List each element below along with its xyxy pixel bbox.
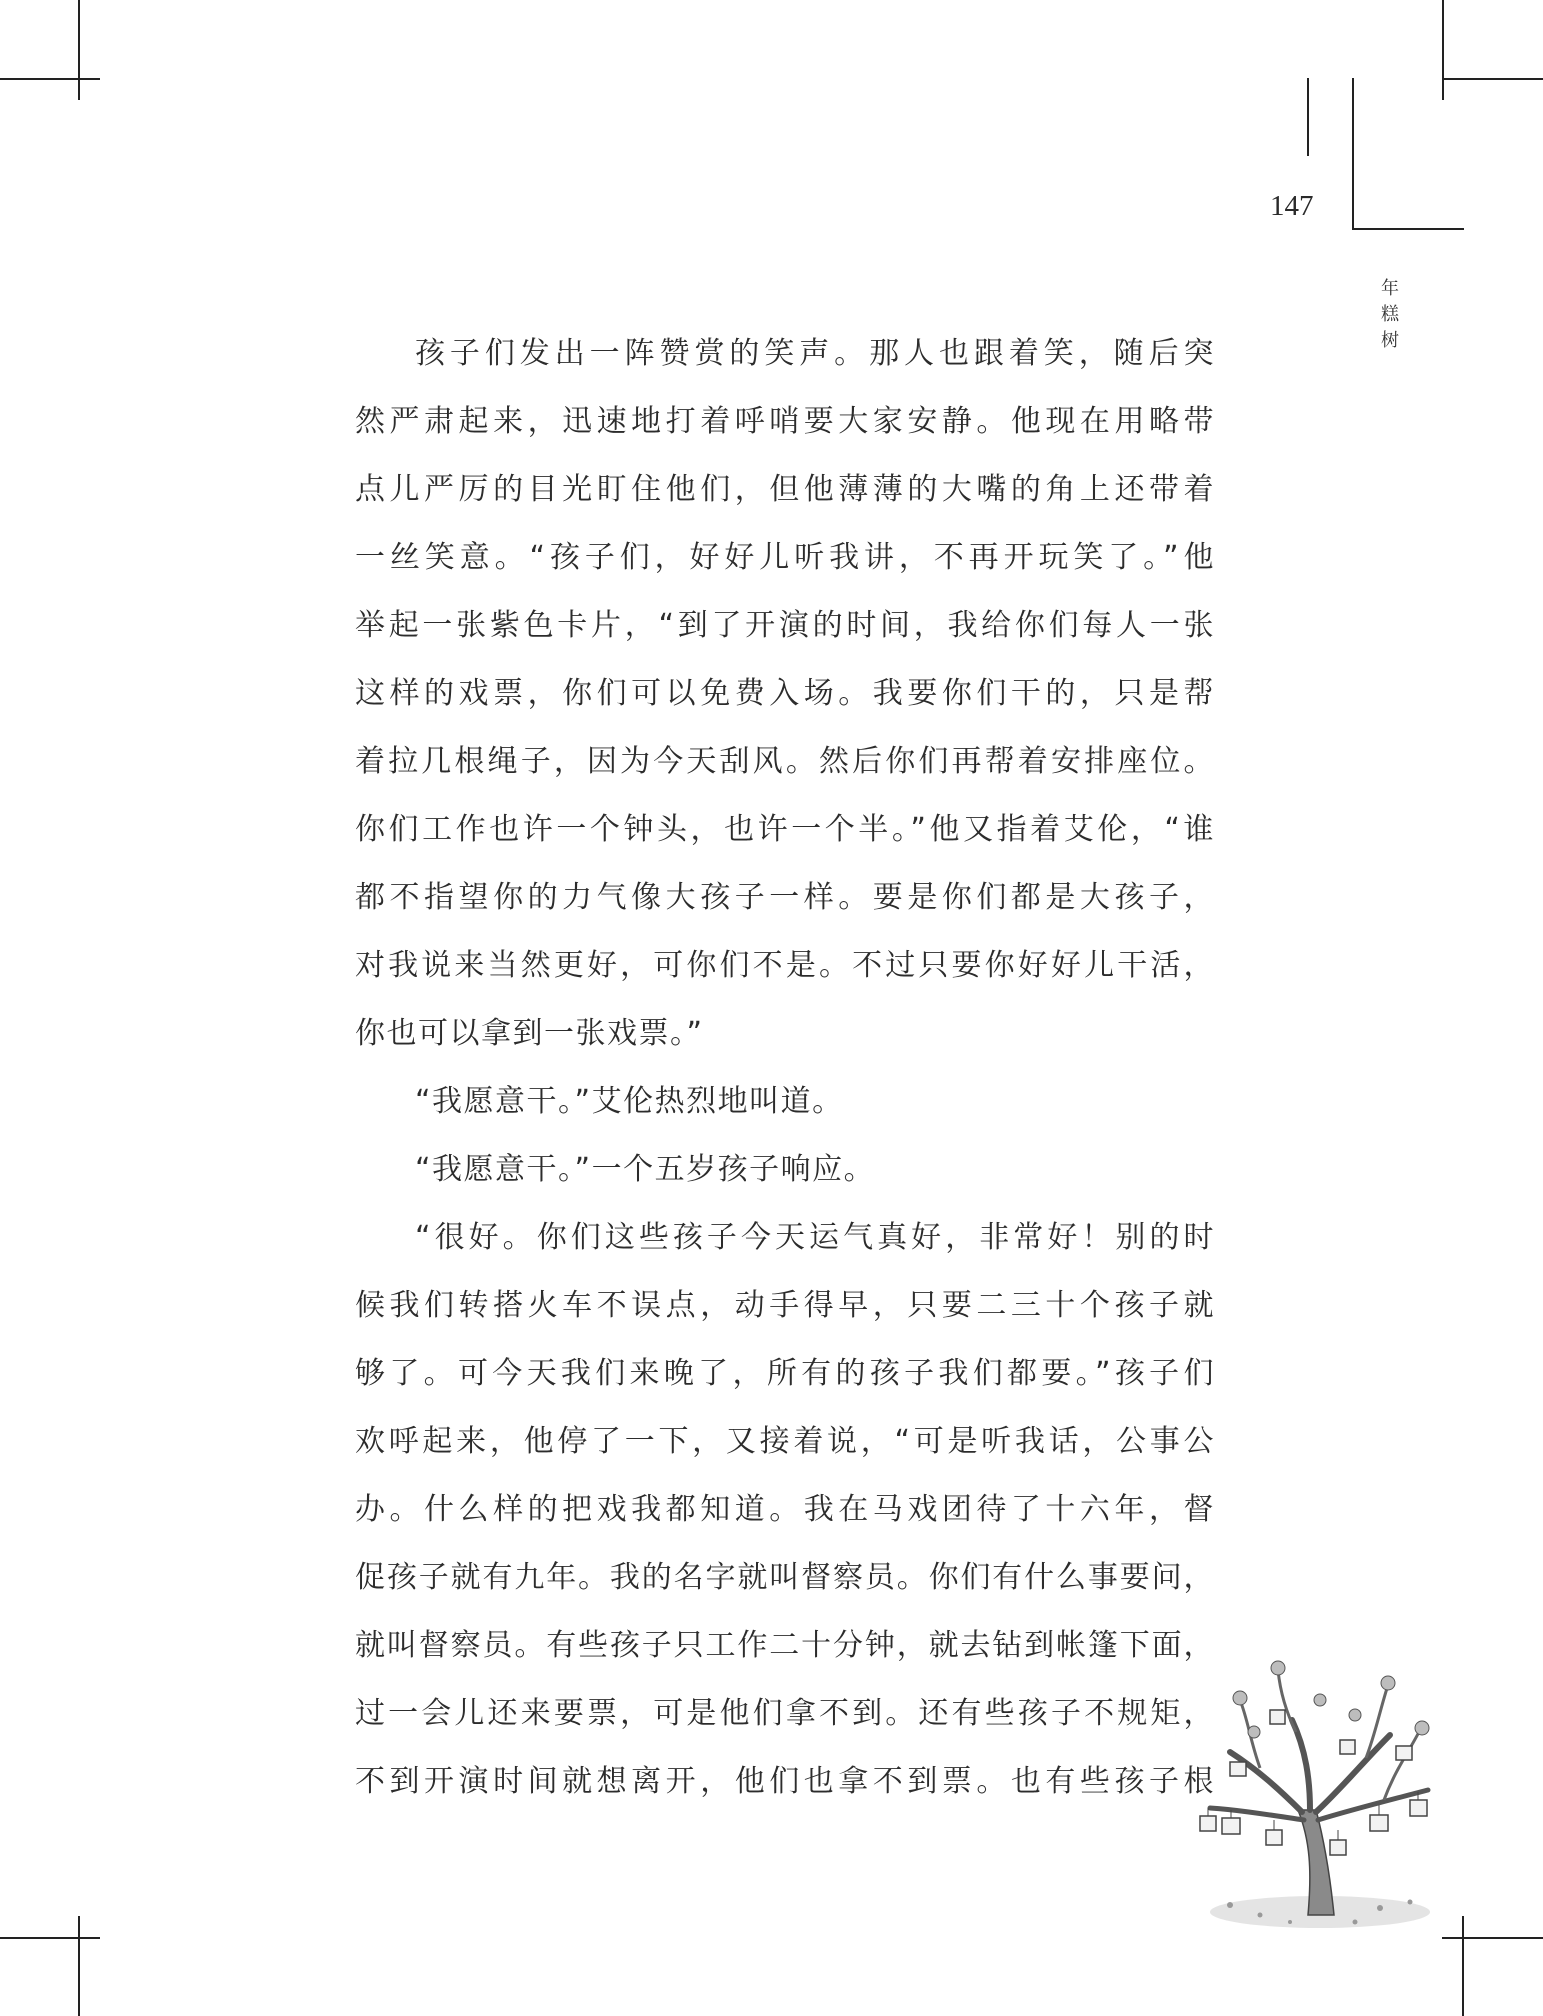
text-line: 你们工作也许一个钟头，也许一个半。”他又指着艾伦，“谁 xyxy=(355,812,1215,847)
text-line: 不到开演时间就想离开，他们也拿不到票。也有些孩子根 xyxy=(355,1764,1215,1799)
running-title-char: 年 xyxy=(1381,278,1399,299)
text-line: 过一会儿还来要票，可是他们拿不到。还有些孩子不规矩， xyxy=(355,1696,1215,1731)
text-line: 候我们转搭火车不误点，动手得早，只要二三十个孩子就 xyxy=(355,1288,1215,1323)
running-title xyxy=(1375,276,1405,354)
text-line: 都不指望你的力气像大孩子一样。要是你们都是大孩子， xyxy=(355,880,1215,915)
text-line: 孩子们发出一阵赞赏的笑声。那人也跟着笑，随后突 xyxy=(415,336,1215,371)
text-line: 促孩子就有九年。我的名字就叫督察员。你们有什么事要问， xyxy=(355,1560,1215,1595)
text-line: 办。什么样的把戏我都知道。我在马戏团待了十六年，督 xyxy=(355,1492,1215,1527)
text-line: “很好。你们这些孩子今天运气真好，非常好！别的时 xyxy=(415,1220,1215,1255)
text-line: “我愿意干。”一个五岁孩子响应。 xyxy=(415,1152,876,1187)
crop-mark-top-right-h xyxy=(1442,78,1543,80)
crop-mark-header-v2 xyxy=(1352,78,1354,230)
crop-mark-top-left-h xyxy=(0,78,100,80)
text-line: 着拉几根绳子，因为今天刮风。然后你们再帮着安排座位。 xyxy=(355,744,1215,779)
text-line: 这样的戏票，你们可以免费入场。我要你们干的，只是帮 xyxy=(355,676,1215,711)
text-line: 对我说来当然更好，可你们不是。不过只要你好好儿干活， xyxy=(355,948,1215,983)
text-line: 欢呼起来，他停了一下，又接着说，“可是听我话，公事公 xyxy=(355,1424,1215,1459)
text-line: 然严肃起来，迅速地打着呼哨要大家安静。他现在用略带 xyxy=(355,404,1215,439)
crop-mark-header-v1 xyxy=(1307,78,1309,156)
text-line: 点儿严厉的目光盯住他们，但他薄薄的大嘴的角上还带着 xyxy=(355,472,1215,507)
text-line: 就叫督察员。有些孩子只工作二十分钟，就去钻到帐篷下面， xyxy=(355,1628,1215,1663)
running-title-char: 树 xyxy=(1381,330,1399,351)
crop-mark-bottom-left-v xyxy=(78,1916,80,2016)
text-line: 举起一张紫色卡片，“到了开演的时间，我给你们每人一张 xyxy=(355,608,1215,643)
crop-mark-header-h xyxy=(1352,228,1464,230)
running-title-char: 糕 xyxy=(1381,304,1399,325)
text-line: 够了。可今天我们来晚了，所有的孩子我们都要。”孩子们 xyxy=(355,1356,1215,1391)
text-line: 你也可以拿到一张戏票。” xyxy=(355,1016,704,1051)
text-line: “我愿意干。”艾伦热烈地叫道。 xyxy=(415,1084,844,1119)
body-text xyxy=(355,320,1215,1816)
text-line: 一丝笑意。“孩子们，好好儿听我讲，不再开玩笑了。”他 xyxy=(355,540,1215,575)
crop-mark-bottom-left-h xyxy=(0,1937,100,1939)
crop-mark-top-left-v xyxy=(78,0,80,100)
tree-with-gift-boxes-icon xyxy=(1170,1640,1470,1940)
crop-mark-top-right-v xyxy=(1442,0,1444,100)
page-number: 147 xyxy=(1270,190,1314,222)
